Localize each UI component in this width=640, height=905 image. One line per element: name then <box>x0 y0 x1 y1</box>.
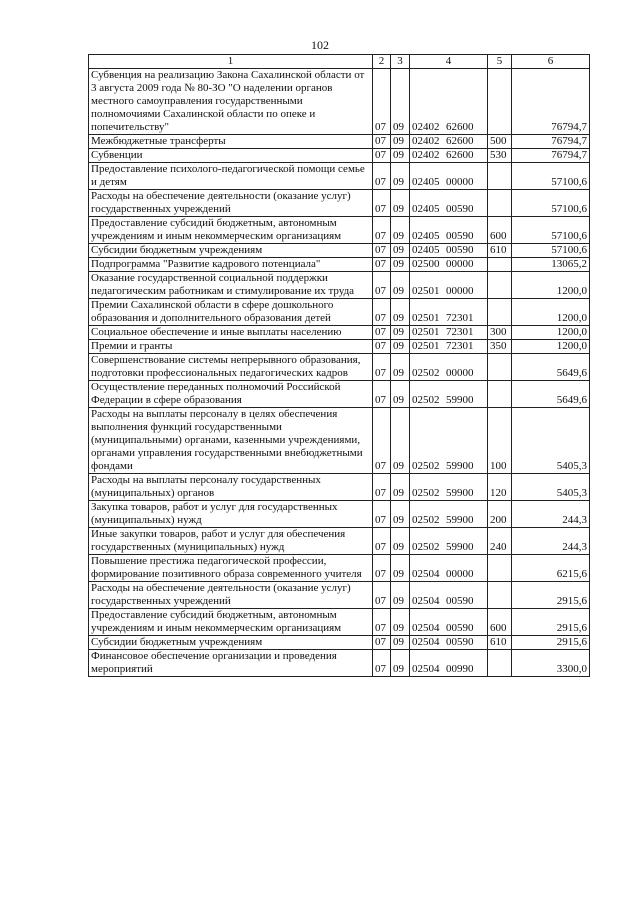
table-row <box>89 501 590 528</box>
row-amount: 76794,7 <box>512 69 590 135</box>
row-expense-type-code <box>488 555 512 582</box>
table-row <box>89 636 590 650</box>
row-name: Межбюджетные трансферты <box>89 135 373 149</box>
table-row <box>89 340 590 354</box>
row-subsection-code: 09 <box>391 354 410 381</box>
row-target-code-direction: 00000 <box>446 176 474 188</box>
row-amount: 5649,6 <box>512 381 590 408</box>
row-section-code: 07 <box>373 501 391 528</box>
row-name: Предоставление субсидий бюджетным, автономным учреждениям и иным некоммерческим организациям <box>89 609 373 636</box>
page-number: 102 <box>311 38 329 52</box>
table-row <box>89 582 590 609</box>
header-col-3: 3 <box>391 55 410 69</box>
row-target-code <box>410 501 488 528</box>
row-target-code-program: 02501 <box>412 340 440 352</box>
row-amount: 244,3 <box>512 528 590 555</box>
row-target-code <box>410 217 488 244</box>
row-target-code-program: 02504 <box>412 595 440 607</box>
row-target-code-program: 02502 <box>412 394 440 406</box>
row-name: Предоставление субсидий бюджетным, автономным учреждениям и иным некоммерческим организациям <box>89 217 373 244</box>
row-section-code: 07 <box>373 190 391 217</box>
row-amount: 244,3 <box>512 501 590 528</box>
row-expense-type-code: 530 <box>488 149 512 163</box>
row-amount: 1200,0 <box>512 272 590 299</box>
row-target-code-program: 02504 <box>412 568 440 580</box>
table-row <box>89 69 590 135</box>
row-expense-type-code <box>488 650 512 677</box>
row-target-code-program: 02405 <box>412 203 440 215</box>
row-target-code <box>410 650 488 677</box>
row-section-code: 07 <box>373 381 391 408</box>
row-target-code-program: 02405 <box>412 176 440 188</box>
row-name: Оказание государственной социальной поддержки педагогическим работникам и стимулирование их труда <box>89 272 373 299</box>
row-section-code: 07 <box>373 354 391 381</box>
table-row <box>89 272 590 299</box>
row-target-code-program: 02502 <box>412 514 440 526</box>
row-target-code <box>410 190 488 217</box>
row-amount: 57100,6 <box>512 163 590 190</box>
row-section-code: 07 <box>373 217 391 244</box>
row-expense-type-code: 600 <box>488 217 512 244</box>
row-amount: 57100,6 <box>512 244 590 258</box>
table-row <box>89 149 590 163</box>
row-subsection-code: 09 <box>391 149 410 163</box>
row-target-code-direction: 72301 <box>446 312 474 324</box>
row-expense-type-code <box>488 299 512 326</box>
row-subsection-code: 09 <box>391 582 410 609</box>
row-section-code: 07 <box>373 528 391 555</box>
row-target-code <box>410 636 488 650</box>
row-target-code-direction: 00000 <box>446 258 474 270</box>
row-subsection-code: 09 <box>391 636 410 650</box>
row-name: Расходы на выплаты персоналу государственных (муниципальных) органов <box>89 474 373 501</box>
row-section-code: 07 <box>373 609 391 636</box>
row-section-code: 07 <box>373 244 391 258</box>
row-amount: 5405,3 <box>512 408 590 474</box>
row-target-code-program: 02402 <box>412 121 440 133</box>
row-target-code-program: 02502 <box>412 367 440 379</box>
row-target-code-program: 02402 <box>412 149 440 161</box>
row-target-code-direction: 59900 <box>446 394 474 406</box>
row-amount: 76794,7 <box>512 149 590 163</box>
row-amount: 76794,7 <box>512 135 590 149</box>
row-target-code <box>410 326 488 340</box>
table-row <box>89 609 590 636</box>
table-row <box>89 381 590 408</box>
row-section-code: 07 <box>373 149 391 163</box>
row-amount: 2915,6 <box>512 636 590 650</box>
row-section-code: 07 <box>373 636 391 650</box>
row-name: Социальное обеспечение и иные выплаты населению <box>89 326 373 340</box>
row-target-code-program: 02501 <box>412 312 440 324</box>
row-expense-type-code: 600 <box>488 609 512 636</box>
header-col-5: 5 <box>488 55 512 69</box>
row-section-code: 07 <box>373 258 391 272</box>
row-name: Расходы на выплаты персоналу в целях обеспечения выполнения функций государственными (муниципальными) органами, казенными учреждениями, органами управления государственными внебюджетными фондами <box>89 408 373 474</box>
row-name: Премии Сахалинской области в сфере дошкольного образования и дополнительного образования детей <box>89 299 373 326</box>
row-subsection-code: 09 <box>391 190 410 217</box>
row-subsection-code: 09 <box>391 340 410 354</box>
row-name: Предоставление психолого-педагогической помощи семье и детям <box>89 163 373 190</box>
budget-table <box>88 54 590 677</box>
row-target-code-program: 02405 <box>412 244 440 256</box>
row-target-code-program: 02502 <box>412 460 440 472</box>
row-subsection-code: 09 <box>391 528 410 555</box>
header-col-4: 4 <box>410 55 488 69</box>
row-target-code <box>410 258 488 272</box>
row-target-code <box>410 244 488 258</box>
row-target-code <box>410 408 488 474</box>
row-section-code: 07 <box>373 69 391 135</box>
row-target-code-program: 02405 <box>412 230 440 242</box>
row-target-code-program: 02502 <box>412 487 440 499</box>
table-row <box>89 408 590 474</box>
row-target-code-direction: 59900 <box>446 487 474 499</box>
row-subsection-code: 09 <box>391 408 410 474</box>
row-amount: 2915,6 <box>512 609 590 636</box>
row-expense-type-code <box>488 354 512 381</box>
row-name: Субсидии бюджетным учреждениям <box>89 244 373 258</box>
row-name: Подпрограмма "Развитие кадрового потенциала" <box>89 258 373 272</box>
row-subsection-code: 09 <box>391 217 410 244</box>
row-subsection-code: 09 <box>391 650 410 677</box>
row-expense-type-code <box>488 258 512 272</box>
row-name: Субвенция на реализацию Закона Сахалинской области от 3 августа 2009 года № 80-ЗО "О наделении органов местного самоуправления государственными полномочиями Сахалинской области по опеке и попечительству" <box>89 69 373 135</box>
row-subsection-code: 09 <box>391 474 410 501</box>
row-target-code-direction: 72301 <box>446 340 474 352</box>
row-target-code-direction: 00000 <box>446 285 474 297</box>
row-name: Финансовое обеспечение организации и проведения мероприятий <box>89 650 373 677</box>
row-amount: 1200,0 <box>512 299 590 326</box>
row-target-code-direction: 00590 <box>446 230 474 242</box>
row-target-code-direction: 72301 <box>446 326 474 338</box>
row-target-code-program: 02502 <box>412 541 440 553</box>
row-expense-type-code: 100 <box>488 408 512 474</box>
table-row <box>89 555 590 582</box>
table-row <box>89 190 590 217</box>
row-section-code: 07 <box>373 340 391 354</box>
row-name: Осуществление переданных полномочий Российской Федерации в сфере образования <box>89 381 373 408</box>
row-amount: 5649,6 <box>512 354 590 381</box>
row-expense-type-code: 500 <box>488 135 512 149</box>
row-target-code <box>410 272 488 299</box>
row-subsection-code: 09 <box>391 299 410 326</box>
table-row <box>89 528 590 555</box>
row-amount: 57100,6 <box>512 217 590 244</box>
row-target-code-direction: 59900 <box>446 514 474 526</box>
row-expense-type-code <box>488 582 512 609</box>
row-target-code <box>410 555 488 582</box>
table-row <box>89 474 590 501</box>
table-row <box>89 163 590 190</box>
row-target-code-program: 02504 <box>412 663 440 675</box>
table-row <box>89 244 590 258</box>
row-target-code <box>410 163 488 190</box>
row-expense-type-code: 610 <box>488 244 512 258</box>
row-name: Премии и гранты <box>89 340 373 354</box>
row-target-code-direction: 62600 <box>446 149 474 161</box>
table-row <box>89 354 590 381</box>
row-subsection-code: 09 <box>391 501 410 528</box>
table-header-row <box>89 55 590 69</box>
row-amount: 6215,6 <box>512 555 590 582</box>
row-target-code-program: 02504 <box>412 636 440 648</box>
row-expense-type-code: 200 <box>488 501 512 528</box>
row-target-code-program: 02501 <box>412 326 440 338</box>
row-target-code <box>410 381 488 408</box>
table-row <box>89 299 590 326</box>
table-row <box>89 650 590 677</box>
row-target-code-program: 02504 <box>412 622 440 634</box>
row-target-code-program: 02501 <box>412 285 440 297</box>
row-target-code-direction: 00990 <box>446 663 474 675</box>
row-subsection-code: 09 <box>391 555 410 582</box>
row-expense-type-code: 120 <box>488 474 512 501</box>
row-target-code-direction: 00590 <box>446 595 474 607</box>
row-section-code: 07 <box>373 326 391 340</box>
table-row <box>89 326 590 340</box>
row-section-code: 07 <box>373 408 391 474</box>
row-amount: 3300,0 <box>512 650 590 677</box>
row-subsection-code: 09 <box>391 69 410 135</box>
row-name: Иные закупки товаров, работ и услуг для обеспечения государственных (муниципальных) нужд <box>89 528 373 555</box>
row-target-code <box>410 149 488 163</box>
row-name: Расходы на обеспечение деятельности (оказание услуг) государственных учреждений <box>89 190 373 217</box>
row-section-code: 07 <box>373 650 391 677</box>
row-target-code <box>410 354 488 381</box>
row-target-code-program: 02500 <box>412 258 440 270</box>
row-expense-type-code: 240 <box>488 528 512 555</box>
row-target-code-direction: 59900 <box>446 541 474 553</box>
row-target-code-direction: 00000 <box>446 367 474 379</box>
header-col-1: 1 <box>89 55 373 69</box>
row-target-code <box>410 609 488 636</box>
row-target-code <box>410 528 488 555</box>
row-target-code-direction: 00590 <box>446 622 474 634</box>
row-expense-type-code: 610 <box>488 636 512 650</box>
row-amount: 57100,6 <box>512 190 590 217</box>
row-target-code-direction: 62600 <box>446 135 474 147</box>
row-target-code-program: 02402 <box>412 135 440 147</box>
row-target-code <box>410 474 488 501</box>
row-expense-type-code <box>488 163 512 190</box>
row-section-code: 07 <box>373 582 391 609</box>
row-name: Субсидии бюджетным учреждениям <box>89 636 373 650</box>
row-subsection-code: 09 <box>391 258 410 272</box>
row-target-code-direction: 00590 <box>446 203 474 215</box>
row-expense-type-code <box>488 69 512 135</box>
table-row <box>89 217 590 244</box>
row-subsection-code: 09 <box>391 135 410 149</box>
row-subsection-code: 09 <box>391 272 410 299</box>
row-expense-type-code <box>488 381 512 408</box>
row-target-code <box>410 299 488 326</box>
row-expense-type-code <box>488 272 512 299</box>
row-section-code: 07 <box>373 272 391 299</box>
row-name: Расходы на обеспечение деятельности (оказание услуг) государственных учреждений <box>89 582 373 609</box>
row-section-code: 07 <box>373 135 391 149</box>
row-name: Субвенции <box>89 149 373 163</box>
row-expense-type-code: 350 <box>488 340 512 354</box>
row-name: Повышение престижа педагогической профессии, формирование позитивного образа современного учителя <box>89 555 373 582</box>
row-amount: 1200,0 <box>512 340 590 354</box>
table-row <box>89 258 590 272</box>
row-name: Совершенствование системы непрерывного образования, подготовки профессиональных педагогических кадров <box>89 354 373 381</box>
row-target-code-direction: 00590 <box>446 244 474 256</box>
row-expense-type-code <box>488 190 512 217</box>
table-row <box>89 135 590 149</box>
row-target-code <box>410 69 488 135</box>
row-section-code: 07 <box>373 555 391 582</box>
row-name: Закупка товаров, работ и услуг для государственных (муниципальных) нужд <box>89 501 373 528</box>
row-subsection-code: 09 <box>391 609 410 636</box>
row-target-code <box>410 582 488 609</box>
row-subsection-code: 09 <box>391 326 410 340</box>
row-expense-type-code: 300 <box>488 326 512 340</box>
row-subsection-code: 09 <box>391 163 410 190</box>
row-section-code: 07 <box>373 299 391 326</box>
row-subsection-code: 09 <box>391 244 410 258</box>
row-amount: 2915,6 <box>512 582 590 609</box>
row-target-code-direction: 62600 <box>446 121 474 133</box>
row-section-code: 07 <box>373 163 391 190</box>
header-col-6: 6 <box>512 55 590 69</box>
row-target-code-direction: 00000 <box>446 568 474 580</box>
row-amount: 13065,2 <box>512 258 590 272</box>
row-target-code-direction: 59900 <box>446 460 474 472</box>
row-target-code-direction: 00590 <box>446 636 474 648</box>
row-section-code: 07 <box>373 474 391 501</box>
header-col-2: 2 <box>373 55 391 69</box>
row-target-code <box>410 340 488 354</box>
row-target-code <box>410 135 488 149</box>
row-subsection-code: 09 <box>391 381 410 408</box>
row-amount: 1200,0 <box>512 326 590 340</box>
row-amount: 5405,3 <box>512 474 590 501</box>
